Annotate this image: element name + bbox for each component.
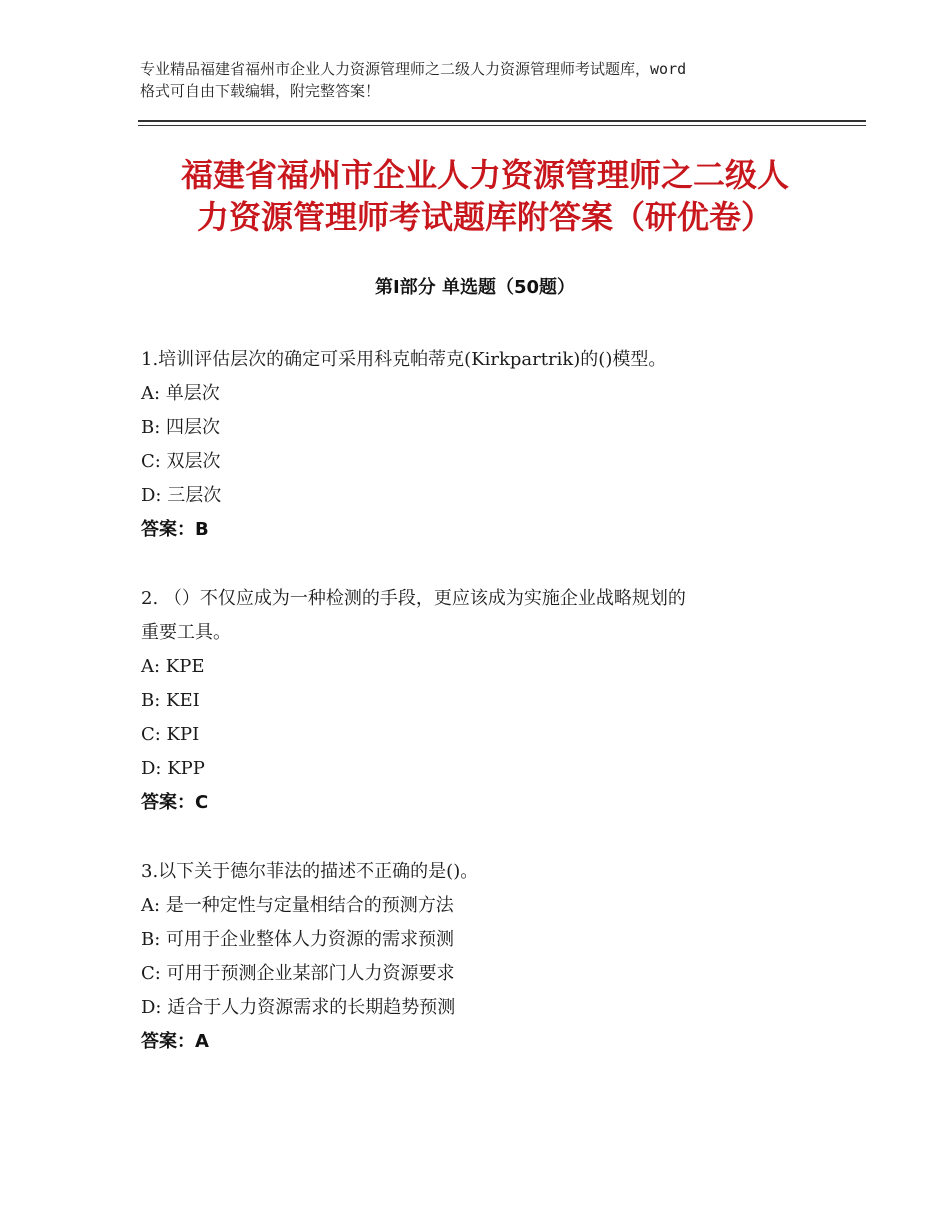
header-divider-thin [138,125,866,126]
option-c: C: KPI [141,724,200,745]
header-note-line: 专业精品福建省福州市企业人力资源管理师之二级人力资源管理师考试题库，word [140,60,687,78]
option-d: D: 适合于人力资源需求的长期趋势预测 [141,997,456,1018]
option-c: C: 双层次 [141,451,221,472]
question-text: 2. （）不仅应成为一种检测的手段，更应该成为实施企业战略规划的 [141,588,686,609]
document-title [140,154,830,238]
answer-line: 答案：A [141,1031,209,1052]
option-d: D: 三层次 [141,485,222,506]
answer-line: 答案：B [141,519,209,540]
document-title-line: 福建省福州市企业人力资源管理师之二级人 [180,156,789,194]
question-text: 重要工具。 [141,622,231,643]
section-title: 第Ⅰ部分 单选题（50题） [374,277,575,298]
option-b: B: 可用于企业整体人力资源的需求预测 [141,929,455,950]
option-b: B: 四层次 [141,417,221,438]
answer-line: 答案：C [141,792,209,813]
option-d: D: KPP [141,758,205,779]
header-note-line: 格式可自由下载编辑，附完整答案！ [140,82,381,100]
question-item [141,582,821,820]
question-item [141,855,821,1059]
question-text: 1.培训评估层次的确定可采用科克帕蒂克(Kirkpartrik)的()模型。 [141,349,667,370]
header-divider-thick [138,120,866,122]
question-item [141,343,821,547]
option-b: B: KEI [141,690,200,711]
option-a: A: KPE [141,656,205,677]
option-a: A: 单层次 [141,383,220,404]
document-title-line: 力资源管理师考试题库附答案（研优卷） [196,198,773,236]
option-a: A: 是一种定性与定量相结合的预测方法 [141,895,454,916]
option-c: C: 可用于预测企业某部门人力资源要求 [141,963,455,984]
header-note [140,58,840,102]
question-text: 3.以下关于德尔菲法的描述不正确的是()。 [141,861,479,882]
